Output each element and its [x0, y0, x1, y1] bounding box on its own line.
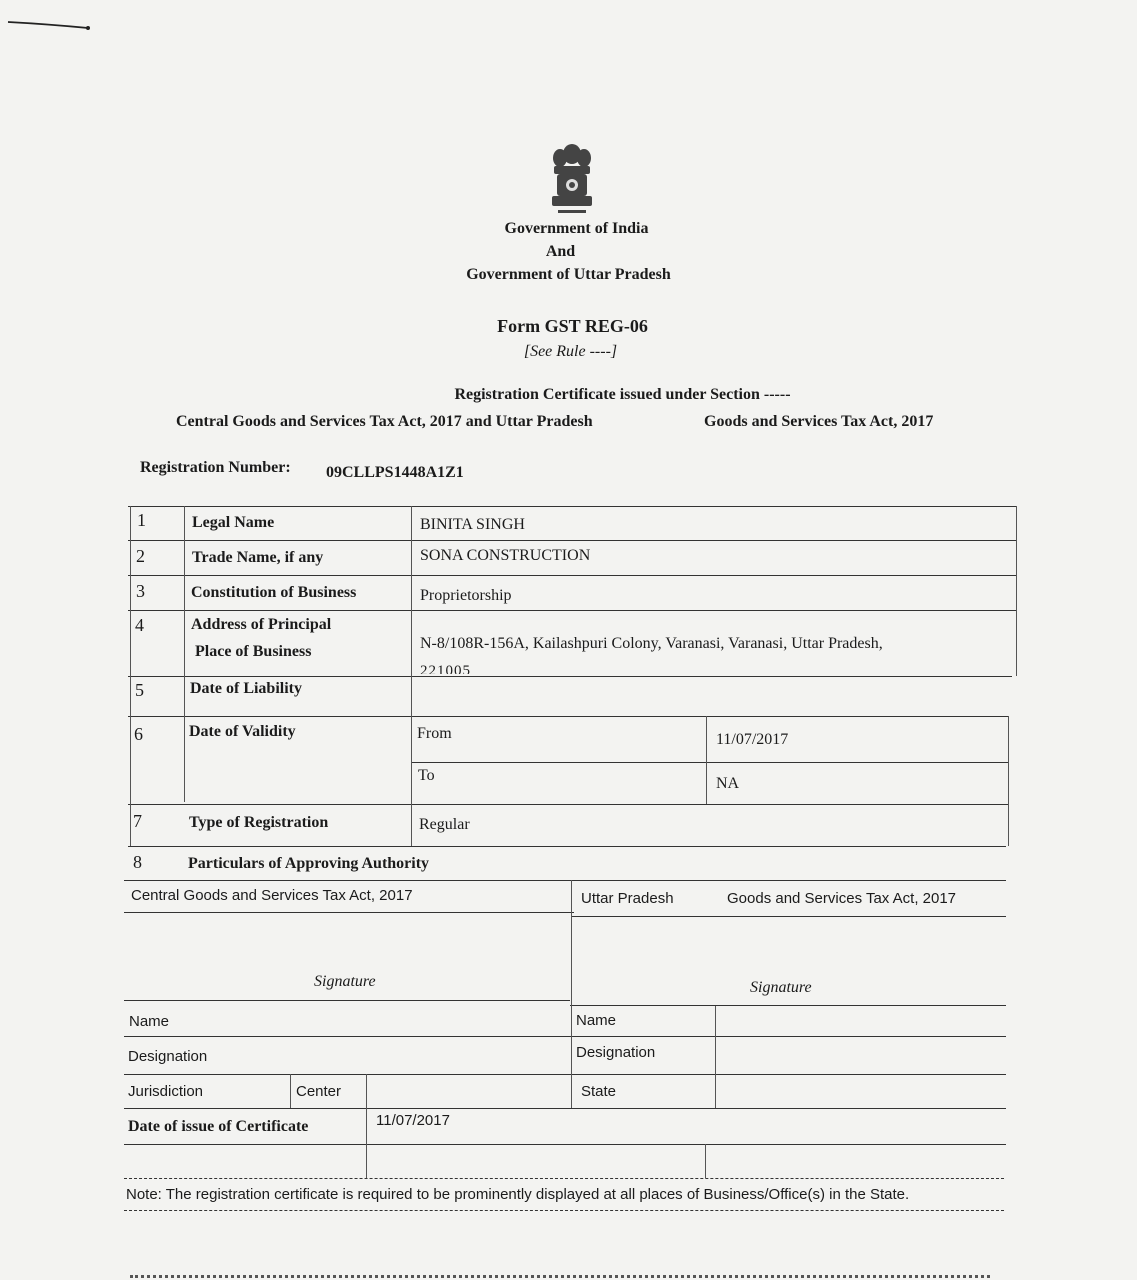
name-label-left: Name — [129, 1013, 170, 1030]
table-line — [128, 610, 1016, 611]
table-line — [1008, 716, 1009, 846]
address-cut-clip — [420, 665, 500, 674]
row-number: 8 — [133, 852, 142, 872]
table-line — [128, 846, 1006, 847]
row-label-address-2: Place of Business — [195, 643, 312, 660]
validity-to-value: NA — [716, 775, 740, 792]
table-line — [128, 804, 1008, 805]
table-line — [124, 1144, 1006, 1145]
designation-label-left: Designation — [128, 1048, 208, 1065]
row-number: 3 — [136, 581, 145, 601]
jurisdiction-label: Jurisdiction — [128, 1083, 204, 1100]
row-label-liability: Date of Liability — [190, 680, 302, 697]
row-value-trade-name: SONA CONSTRUCTION — [420, 547, 591, 564]
row-value-legal-name: BINITA SINGH — [420, 516, 525, 533]
act-left: Central Goods and Services Tax Act, 2017 and Uttar Pradesh — [176, 413, 593, 430]
header-line-1: Government of India — [504, 220, 649, 237]
table-line — [124, 1210, 1004, 1211]
header-line-3: Government of Uttar Pradesh — [466, 266, 671, 283]
signature-label-left: Signature — [314, 973, 376, 990]
table-line — [124, 880, 1006, 881]
row-number: 5 — [135, 680, 144, 700]
table-line — [124, 1000, 570, 1001]
row-value-registration-type: Regular — [419, 816, 470, 833]
table-line — [412, 762, 1008, 763]
table-line — [706, 716, 707, 804]
certificate-subtitle: Registration Certificate issued under Section ----- — [454, 386, 791, 403]
row-number: 6 — [134, 724, 143, 744]
authority-right-state: Uttar Pradesh — [581, 890, 674, 907]
row-number: 2 — [136, 546, 145, 566]
registration-number: 09CLLPS1448A1Z1 — [326, 464, 464, 481]
act-right: Goods and Services Tax Act, 2017 — [704, 413, 934, 430]
table-line — [715, 1006, 716, 1108]
note-text: Note: The registration certificate is required to be prominently displayed at all places of Business/Office(s) in the State. — [126, 1186, 910, 1203]
table-line — [705, 1144, 706, 1178]
national-emblem-icon — [544, 140, 600, 218]
row-value-address-cut: 221005 — [420, 665, 471, 674]
form-title: Form GST REG-06 — [497, 316, 648, 336]
designation-label-right: Designation — [576, 1044, 656, 1061]
row-number: 7 — [133, 811, 142, 831]
row-label-constitution: Constitution of Business — [191, 584, 357, 601]
state-label: State — [581, 1083, 617, 1100]
row-number: 4 — [135, 615, 144, 635]
table-line — [124, 1036, 1006, 1037]
name-label-right: Name — [576, 1012, 617, 1029]
pen-mark — [6, 18, 90, 28]
table-line — [128, 575, 1016, 576]
table-line — [124, 1074, 1006, 1075]
table-line — [570, 1005, 1006, 1006]
row-label-registration-type: Type of Registration — [189, 814, 329, 831]
row-number: 1 — [137, 510, 146, 530]
issue-date-value: 11/07/2017 — [376, 1112, 450, 1129]
table-line — [366, 1074, 367, 1178]
registration-label: Registration Number: — [140, 459, 291, 476]
authority-left-title: Central Goods and Services Tax Act, 2017 — [131, 887, 413, 904]
row-label-address: Address of Principal — [191, 616, 332, 633]
table-line — [130, 506, 131, 846]
table-line — [184, 506, 185, 802]
validity-from-value: 11/07/2017 — [716, 731, 789, 748]
table-line — [572, 916, 1006, 917]
table-line — [124, 912, 574, 913]
table-line — [128, 506, 1016, 507]
issue-date-label: Date of issue of Certificate — [128, 1118, 309, 1135]
table-line — [124, 1178, 1004, 1179]
table-line — [124, 1108, 1006, 1109]
rule-reference: [See Rule ----] — [523, 343, 618, 360]
table-line — [1016, 506, 1017, 676]
table-line — [128, 676, 1012, 677]
row-label-legal-name: Legal Name — [192, 514, 275, 531]
row-value-address: N-8/108R-156A, Kailashpuri Colony, Varanasi, Varanasi, Uttar Pradesh, — [420, 635, 883, 652]
header-line-2: And — [545, 243, 576, 260]
table-line — [411, 506, 412, 846]
faded-footer-text — [130, 1272, 1010, 1280]
row-label-trade-name: Trade Name, if any — [192, 549, 324, 566]
table-line — [290, 1074, 291, 1108]
table-line — [128, 716, 1008, 717]
validity-from-label: From — [417, 725, 452, 742]
authority-right-act: Goods and Services Tax Act, 2017 — [727, 890, 957, 907]
row-value-constitution: Proprietorship — [420, 587, 512, 604]
validity-to-label: To — [418, 767, 435, 784]
center-label: Center — [296, 1083, 342, 1100]
table-line — [128, 540, 1016, 541]
row-label-validity: Date of Validity — [189, 723, 296, 740]
row-label-approving-authority: Particulars of Approving Authority — [188, 855, 430, 872]
table-line — [571, 880, 572, 1108]
signature-label-right: Signature — [750, 979, 812, 996]
